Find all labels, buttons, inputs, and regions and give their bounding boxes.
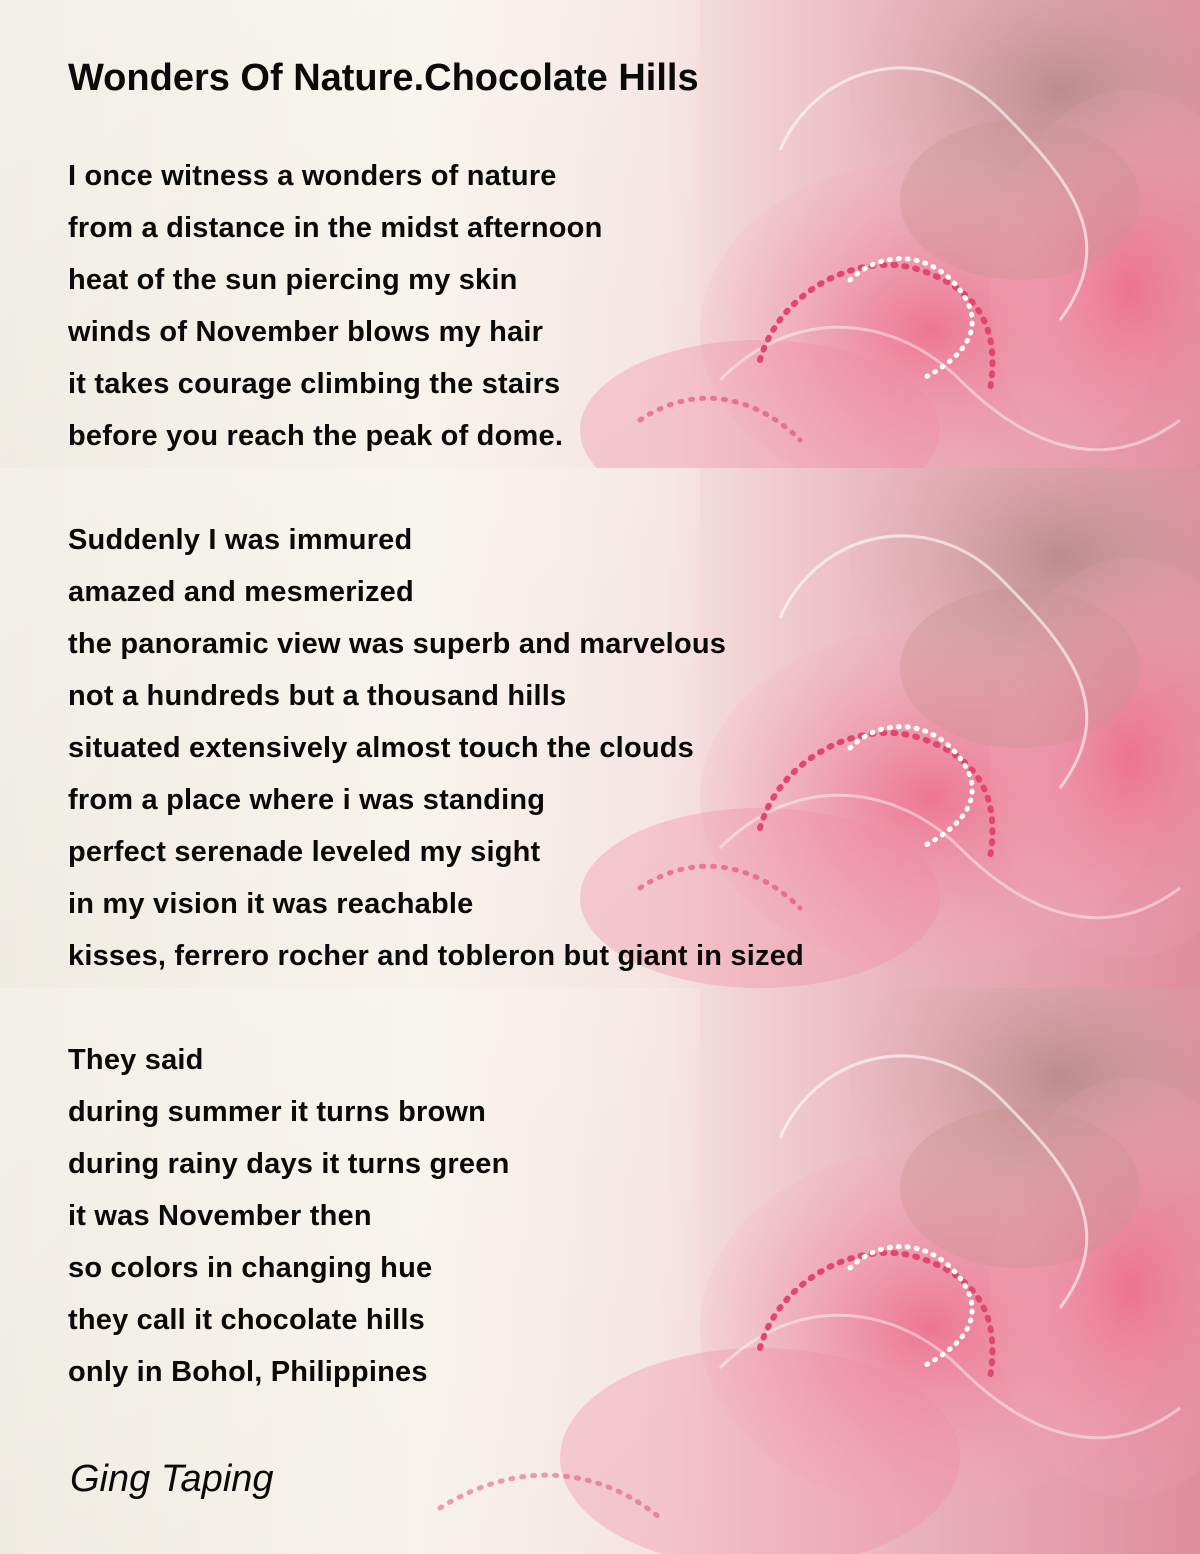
poem-line: Suddenly I was immured [68, 524, 413, 556]
poem-line: kisses, ferrero rocher and tobleron but giant in sized [68, 940, 804, 972]
poem-line: from a place where i was standing [68, 784, 546, 816]
poem-author: Ging Taping [70, 1458, 274, 1500]
poem-line: perfect serenade leveled my sight [68, 836, 541, 868]
poem-line: during rainy days it turns green [68, 1148, 510, 1180]
poem-line: it was November then [68, 1200, 372, 1232]
poem-line: situated extensively almost touch the clouds [68, 732, 695, 764]
poem-line: it takes courage climbing the stairs [68, 368, 561, 400]
stanza-3 [68, 1034, 510, 1398]
poem-line: so colors in changing hue [68, 1252, 433, 1284]
poem-line: during summer it turns brown [68, 1096, 487, 1128]
poem-line: They said [68, 1044, 204, 1076]
poem-line: before you reach the peak of dome. [68, 420, 564, 452]
stanza-2 [68, 514, 804, 982]
poem-line: not a hundreds but a thousand hills [68, 680, 567, 712]
poem-line: from a distance in the midst afternoon [68, 212, 603, 244]
poem-line: heat of the sun piercing my skin [68, 264, 518, 296]
poem-line: only in Bohol, Philippines [68, 1356, 428, 1388]
poem-line: I once witness a wonders of nature [68, 160, 557, 192]
poem-line: winds of November blows my hair [68, 316, 544, 348]
poem-title: Wonders Of Nature.Chocolate Hills [68, 57, 699, 99]
poem-line: they call it chocolate hills [68, 1304, 425, 1336]
poem-line: the panoramic view was superb and marvelous [68, 628, 727, 660]
poem-line: amazed and mesmerized [68, 576, 414, 608]
poem-line: in my vision it was reachable [68, 888, 474, 920]
stanza-1 [68, 150, 603, 462]
